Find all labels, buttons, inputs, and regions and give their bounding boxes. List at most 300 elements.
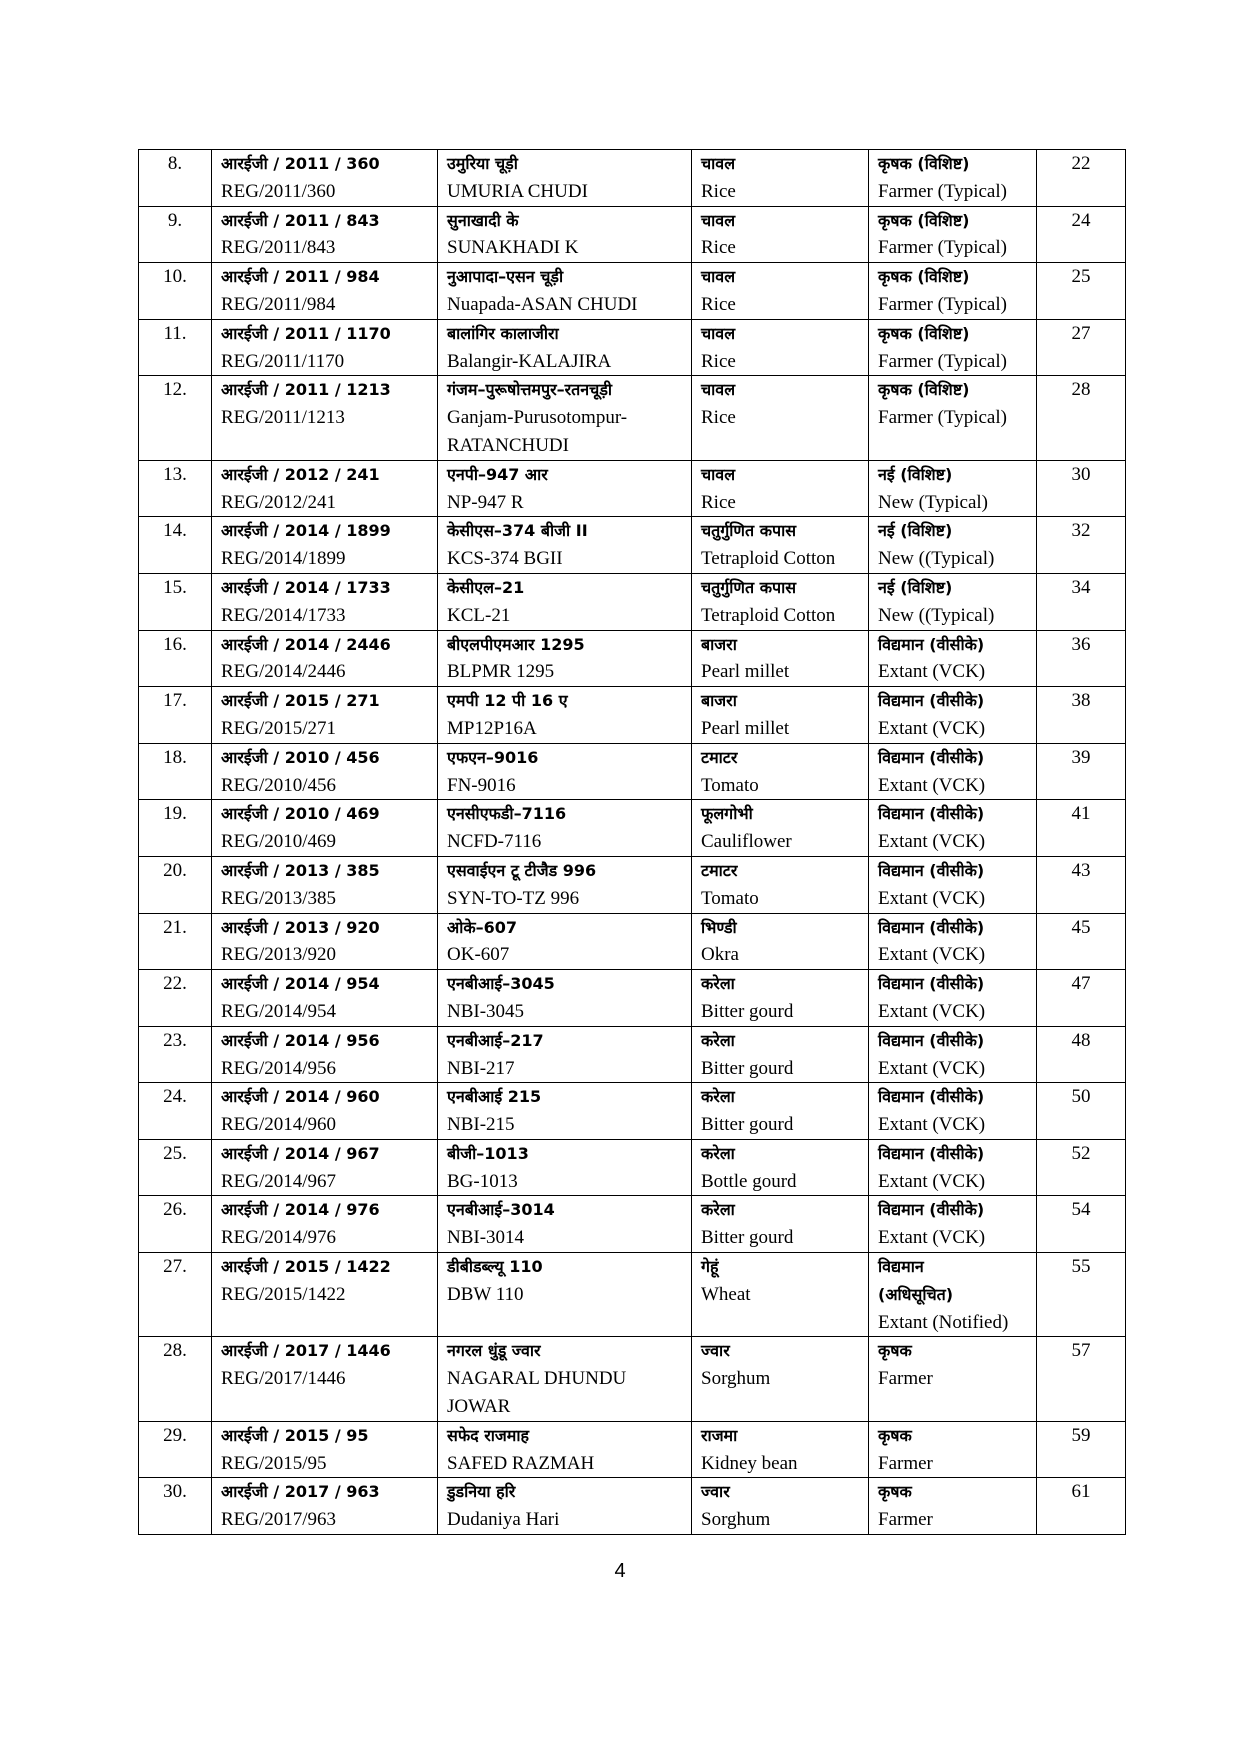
registration-number-cell (212, 1026, 438, 1083)
name-en-text: SUNAKHADI K (447, 237, 579, 259)
table-row (139, 263, 1126, 320)
sno-text: 16. (163, 633, 187, 655)
registration-number-cell (212, 573, 438, 630)
reg-en-text: REG/2017/963 (221, 1509, 337, 1531)
page-text: 38 (1071, 690, 1091, 712)
crop-en-text: Bitter gourd (701, 1000, 794, 1022)
category-cell (869, 970, 1037, 1027)
crop-cell (692, 376, 869, 460)
crop-cell (692, 573, 869, 630)
page-reference-cell (1037, 1478, 1126, 1535)
reg-hi-text: आरईजी / 2014 / 954 (221, 974, 380, 994)
variety-name-cell (438, 1026, 692, 1083)
name-en-text: BLPMR 1295 (447, 661, 555, 683)
serial-number-cell (139, 319, 212, 376)
category-cell (869, 1478, 1037, 1535)
crop-en-text: Bitter gourd (701, 1227, 794, 1249)
reg-hi-text: आरईजी / 2010 / 456 (221, 747, 380, 767)
crop-cell (692, 1478, 869, 1535)
crop-cell (692, 517, 869, 574)
crop-cell (692, 1337, 869, 1421)
page-text: 43 (1071, 859, 1091, 881)
variety-name-cell (438, 1139, 692, 1196)
name-en-text: SAFED RAZMAH (447, 1452, 595, 1474)
registration-number-cell (212, 856, 438, 913)
cat-hi-text: कृषक (विशिष्ट) (878, 267, 970, 287)
serial-number-cell (139, 376, 212, 460)
name-hi-text: एमपी 12 पी 16 ए (447, 691, 568, 711)
reg-en-text: REG/2014/954 (221, 1000, 337, 1022)
reg-en-text: REG/2015/95 (221, 1452, 327, 1474)
name-hi-text: केसीएस–374 बीजी II (447, 521, 588, 541)
registration-number-cell (212, 1196, 438, 1253)
crop-hi-text: ज्वार (701, 1341, 730, 1361)
page-reference-cell (1037, 206, 1126, 263)
serial-number-cell (139, 1478, 212, 1535)
name-hi-text: एफएन–9016 (447, 747, 539, 767)
crop-hi-text: करेला (701, 1143, 735, 1163)
name-hi-text: एनबीआई 215 (447, 1087, 542, 1107)
page-text: 30 (1071, 463, 1091, 485)
name-en-text: OK-607 (447, 944, 510, 966)
cat-hi-text: विद्यमान (वीसीके) (878, 1030, 985, 1050)
name-hi-text: एनपी–947 आर (447, 464, 548, 484)
name-hi-text: बीजी–1013 (447, 1143, 529, 1163)
table-row (139, 1139, 1126, 1196)
table-row (139, 573, 1126, 630)
reg-en-text: REG/2011/843 (221, 237, 336, 259)
name-hi-text: गंजम–पुरूषोत्तमपुर–रतनचूड़ी (447, 380, 613, 400)
cat-hi-text: विद्यमान (वीसीके) (878, 1143, 985, 1163)
cat-hi-text: कृषक (878, 1341, 912, 1361)
cat-hi-text: कृषक (878, 1482, 912, 1502)
crop-en-text: Rice (701, 350, 736, 372)
name-hi-text: बीएलपीएमआर 1295 (447, 634, 585, 654)
crop-cell (692, 206, 869, 263)
crop-cell (692, 460, 869, 517)
table-row (139, 743, 1126, 800)
reg-en-text: REG/2013/920 (221, 944, 337, 966)
page-reference-cell (1037, 913, 1126, 970)
crop-hi-text: ज्वार (701, 1482, 730, 1502)
variety-name-cell (438, 1083, 692, 1140)
page-text: 54 (1071, 1199, 1091, 1221)
crop-cell (692, 1196, 869, 1253)
table-row (139, 1026, 1126, 1083)
sno-text: 18. (163, 746, 187, 768)
sno-text: 9. (167, 209, 183, 231)
crop-cell (692, 1139, 869, 1196)
page-text: 25 (1071, 266, 1091, 288)
variety-name-cell (438, 687, 692, 744)
sno-text: 13. (163, 463, 187, 485)
category-cell (869, 1196, 1037, 1253)
cat-en-text: Farmer (Typical) (878, 180, 1007, 202)
reg-en-text: REG/2011/984 (221, 293, 336, 315)
reg-en-text: REG/2014/2446 (221, 661, 346, 683)
cat-en-text: Extant (VCK) (878, 1170, 986, 1192)
registration-number-cell (212, 517, 438, 574)
registration-number-cell (212, 319, 438, 376)
page-reference-cell (1037, 517, 1126, 574)
cat-hi-text: विद्यमान (वीसीके) (878, 1200, 985, 1220)
page-text: 24 (1071, 209, 1091, 231)
reg-en-text: REG/2011/1170 (221, 350, 345, 372)
crop-en-text: Bitter gourd (701, 1057, 794, 1079)
reg-hi-text: आरईजी / 2014 / 1899 (221, 521, 391, 541)
name-hi-text: ओके–607 (447, 917, 518, 937)
variety-name-cell (438, 800, 692, 857)
crop-hi-text: करेला (701, 1200, 735, 1220)
table-row (139, 1478, 1126, 1535)
reg-en-text: REG/2014/967 (221, 1170, 337, 1192)
serial-number-cell (139, 150, 212, 207)
registration-number-cell (212, 743, 438, 800)
table-row (139, 150, 1126, 207)
reg-hi-text: आरईजी / 2017 / 963 (221, 1482, 380, 1502)
crop-hi-text: चावल (701, 323, 736, 343)
table-body (139, 150, 1126, 1535)
reg-hi-text: आरईजी / 2010 / 469 (221, 804, 380, 824)
registration-number-cell (212, 630, 438, 687)
sno-text: 10. (163, 266, 187, 288)
crop-hi-text: बाजरा (701, 691, 737, 711)
name-hi-text: डुडनिया हरि (447, 1482, 516, 1502)
crop-en-text: Rice (701, 237, 736, 259)
table-row (139, 970, 1126, 1027)
sno-text: 27. (163, 1256, 187, 1278)
crop-cell (692, 743, 869, 800)
variety-name-cell (438, 1478, 692, 1535)
name-en-text: SYN-TO-TZ 996 (447, 887, 580, 909)
page-reference-cell (1037, 263, 1126, 320)
reg-en-text: REG/2013/385 (221, 887, 337, 909)
registration-number-cell (212, 460, 438, 517)
crop-en-text: Pearl millet (701, 661, 790, 683)
crop-en-text: Rice (701, 293, 736, 315)
category-cell (869, 856, 1037, 913)
cat-hi-text: विद्यमान (वीसीके) (878, 747, 985, 767)
sno-text: 15. (163, 576, 187, 598)
name-hi-text: एनबीआई–3014 (447, 1200, 555, 1220)
name-en-text: Balangir-KALAJIRA (447, 350, 612, 372)
table-row (139, 1253, 1126, 1337)
serial-number-cell (139, 1083, 212, 1140)
category-cell (869, 913, 1037, 970)
page-text: 45 (1071, 916, 1091, 938)
crop-en-text: Bitter gourd (701, 1114, 794, 1136)
name-en-text: Ganjam-Purusotompur-RATANCHUDI (447, 407, 628, 456)
category-cell (869, 743, 1037, 800)
page-text: 36 (1071, 633, 1091, 655)
table-row (139, 630, 1126, 687)
name-hi-text: नुआपादा–एसन चूड़ी (447, 267, 564, 287)
name-hi-text: नगरल धुंडू ज्वार (447, 1341, 541, 1361)
reg-en-text: REG/2015/1422 (221, 1283, 346, 1305)
cat-en-text: Extant (VCK) (878, 661, 986, 683)
cat-en-text: Extant (Notified) (878, 1311, 1009, 1333)
name-en-text: NAGARAL DHUNDU JOWAR (447, 1368, 627, 1418)
category-cell (869, 150, 1037, 207)
sno-text: 17. (163, 690, 187, 712)
crop-cell (692, 630, 869, 687)
page-reference-cell (1037, 1253, 1126, 1337)
crop-hi-text: भिण्डी (701, 917, 737, 937)
category-cell (869, 630, 1037, 687)
crop-en-text: Cauliflower (701, 831, 792, 853)
registration-number-cell (212, 376, 438, 460)
serial-number-cell (139, 1253, 212, 1337)
page-text: 41 (1071, 803, 1091, 825)
name-en-text: FN-9016 (447, 774, 516, 796)
name-hi-text: एनसीएफडी–7116 (447, 804, 567, 824)
category-cell (869, 1253, 1037, 1337)
serial-number-cell (139, 970, 212, 1027)
crop-hi-text: चावल (701, 210, 736, 230)
cat-hi-text: नई (विशिष्ट) (878, 464, 953, 484)
reg-hi-text: आरईजी / 2014 / 2446 (221, 634, 391, 654)
name-en-text: NBI-3045 (447, 1000, 525, 1022)
table-row (139, 687, 1126, 744)
page-reference-cell (1037, 800, 1126, 857)
sno-text: 14. (163, 520, 187, 542)
cat-en-text: Extant (VCK) (878, 1227, 986, 1249)
registration-number-cell (212, 150, 438, 207)
reg-hi-text: आरईजी / 2014 / 1733 (221, 577, 391, 597)
registration-number-cell (212, 206, 438, 263)
page-text: 57 (1071, 1340, 1091, 1362)
crop-hi-text: चतुर्गुणित कपास (701, 521, 797, 541)
cat-en-text: New (Typical) (878, 491, 988, 513)
reg-en-text: REG/2014/1899 (221, 548, 346, 570)
variety-name-cell (438, 856, 692, 913)
table-row (139, 856, 1126, 913)
cat-hi-text: विद्यमान (वीसीके) (878, 691, 985, 711)
category-cell (869, 376, 1037, 460)
crop-cell (692, 1421, 869, 1478)
crop-en-text: Okra (701, 944, 739, 966)
cat-hi-text: विद्यमान (वीसीके) (878, 860, 985, 880)
crop-cell (692, 1253, 869, 1337)
table-row (139, 517, 1126, 574)
serial-number-cell (139, 913, 212, 970)
serial-number-cell (139, 1421, 212, 1478)
sno-text: 26. (163, 1199, 187, 1221)
reg-en-text: REG/2015/271 (221, 717, 337, 739)
crop-en-text: Pearl millet (701, 717, 790, 739)
variety-name-cell (438, 319, 692, 376)
crop-en-text: Rice (701, 407, 736, 429)
crop-hi-text: चावल (701, 464, 736, 484)
cat-en-text: Extant (VCK) (878, 1114, 986, 1136)
crop-en-text: Tomato (701, 774, 759, 796)
page-reference-cell (1037, 1026, 1126, 1083)
table-row (139, 319, 1126, 376)
sno-text: 29. (163, 1424, 187, 1446)
category-cell (869, 687, 1037, 744)
reg-hi-text: आरईजी / 2012 / 241 (221, 464, 380, 484)
crop-hi-text: करेला (701, 1087, 735, 1107)
registration-number-cell (212, 687, 438, 744)
cat-en-text: Extant (VCK) (878, 1000, 986, 1022)
sno-text: 23. (163, 1029, 187, 1051)
registration-number-cell (212, 800, 438, 857)
registration-number-cell (212, 1253, 438, 1337)
cat-en-text: Farmer (Typical) (878, 293, 1007, 315)
name-hi-text: उमुरिया चूड़ी (447, 154, 518, 173)
sno-text: 11. (163, 322, 187, 344)
reg-hi-text: आरईजी / 2011 / 360 (221, 154, 380, 173)
cat-en-text: New ((Typical) (878, 548, 995, 570)
page-text: 39 (1071, 746, 1091, 768)
page-number: 4 (614, 1560, 626, 1582)
variety-name-cell (438, 460, 692, 517)
page-reference-cell (1037, 1196, 1126, 1253)
registration-number-cell (212, 1139, 438, 1196)
crop-en-text: Sorghum (701, 1509, 771, 1531)
variety-name-cell (438, 630, 692, 687)
cat-en-text: Farmer (Typical) (878, 350, 1007, 372)
cat-en-text: Farmer (878, 1368, 933, 1390)
page-reference-cell (1037, 376, 1126, 460)
page-text: 27 (1071, 322, 1091, 344)
reg-hi-text: आरईजी / 2011 / 843 (221, 210, 380, 230)
sno-text: 21. (163, 916, 187, 938)
crop-en-text: Bottle gourd (701, 1170, 797, 1192)
crop-cell (692, 800, 869, 857)
variety-name-cell (438, 970, 692, 1027)
page-reference-cell (1037, 573, 1126, 630)
cat-hi-text: नई (विशिष्ट) (878, 577, 953, 597)
cat-hi-text: विद्यमान (वीसीके) (878, 1087, 985, 1107)
crop-hi-text: करेला (701, 1030, 735, 1050)
cat-hi-text: कृषक (878, 1425, 912, 1445)
page-reference-cell (1037, 970, 1126, 1027)
variety-name-cell (438, 913, 692, 970)
cat-hi-text: विद्यमान (अधिसूचित) (878, 1257, 954, 1304)
crop-hi-text: फूलगोभी (701, 804, 753, 824)
reg-hi-text: आरईजी / 2014 / 967 (221, 1143, 380, 1163)
crop-cell (692, 856, 869, 913)
name-en-text: UMURIA CHUDI (447, 180, 588, 202)
cat-hi-text: कृषक (विशिष्ट) (878, 154, 970, 173)
reg-en-text: REG/2014/976 (221, 1227, 337, 1249)
sno-text: 22. (163, 973, 187, 995)
variety-name-cell (438, 206, 692, 263)
sno-text: 8. (167, 153, 183, 174)
page-text: 32 (1071, 520, 1091, 542)
category-cell (869, 800, 1037, 857)
serial-number-cell (139, 517, 212, 574)
variety-name-cell (438, 1196, 692, 1253)
name-en-text: NCFD-7116 (447, 831, 542, 853)
category-cell (869, 460, 1037, 517)
cat-hi-text: विद्यमान (वीसीके) (878, 634, 985, 654)
reg-hi-text: आरईजी / 2015 / 95 (221, 1425, 369, 1445)
category-cell (869, 319, 1037, 376)
variety-name-cell (438, 517, 692, 574)
variety-name-cell (438, 150, 692, 207)
serial-number-cell (139, 800, 212, 857)
page-reference-cell (1037, 743, 1126, 800)
reg-hi-text: आरईजी / 2014 / 960 (221, 1087, 380, 1107)
name-en-text: DBW 110 (447, 1283, 524, 1305)
table-row (139, 206, 1126, 263)
page-text: 28 (1071, 379, 1091, 401)
page-text: 34 (1071, 576, 1091, 598)
category-cell (869, 1026, 1037, 1083)
variety-name-cell (438, 573, 692, 630)
reg-hi-text: आरईजी / 2014 / 976 (221, 1200, 380, 1220)
crop-en-text: Kidney bean (701, 1452, 798, 1474)
crop-hi-text: चावल (701, 380, 736, 400)
page-reference-cell (1037, 1337, 1126, 1421)
crop-hi-text: करेला (701, 974, 735, 994)
reg-hi-text: आरईजी / 2011 / 1213 (221, 380, 391, 400)
reg-en-text: REG/2017/1446 (221, 1368, 346, 1390)
sno-text: 20. (163, 859, 187, 881)
name-hi-text: एनबीआई–3045 (447, 974, 555, 994)
name-en-text: NBI-3014 (447, 1227, 525, 1249)
cat-hi-text: नई (विशिष्ट) (878, 521, 953, 541)
cat-en-text: Extant (VCK) (878, 774, 986, 796)
serial-number-cell (139, 1196, 212, 1253)
crop-hi-text: चावल (701, 267, 736, 287)
page-reference-cell (1037, 1083, 1126, 1140)
registration-number-cell (212, 1478, 438, 1535)
page-text: 55 (1071, 1256, 1091, 1278)
name-en-text: KCL-21 (447, 604, 511, 626)
registration-number-cell (212, 1337, 438, 1421)
cat-hi-text: विद्यमान (वीसीके) (878, 917, 985, 937)
page-text: 22 (1071, 153, 1091, 174)
crop-en-text: Sorghum (701, 1368, 771, 1390)
sno-text: 24. (163, 1086, 187, 1108)
variety-name-cell (438, 1421, 692, 1478)
page-text: 61 (1071, 1481, 1091, 1503)
crop-hi-text: टमाटर (701, 747, 738, 767)
registration-number-cell (212, 913, 438, 970)
crop-cell (692, 970, 869, 1027)
variety-name-cell (438, 263, 692, 320)
cat-hi-text: कृषक (विशिष्ट) (878, 210, 970, 230)
page-reference-cell (1037, 319, 1126, 376)
reg-en-text: REG/2010/469 (221, 831, 337, 853)
sno-text: 25. (163, 1142, 187, 1164)
crop-hi-text: राजमा (701, 1425, 738, 1445)
name-en-text: NBI-215 (447, 1114, 515, 1136)
table-row (139, 800, 1126, 857)
crop-cell (692, 319, 869, 376)
cat-hi-text: कृषक (विशिष्ट) (878, 380, 970, 400)
crop-cell (692, 1083, 869, 1140)
category-cell (869, 206, 1037, 263)
serial-number-cell (139, 1026, 212, 1083)
table-row (139, 1421, 1126, 1478)
serial-number-cell (139, 856, 212, 913)
variety-name-cell (438, 376, 692, 460)
page-text: 48 (1071, 1029, 1091, 1051)
reg-hi-text: आरईजी / 2015 / 271 (221, 691, 380, 711)
serial-number-cell (139, 630, 212, 687)
reg-en-text: REG/2014/1733 (221, 604, 346, 626)
reg-en-text: REG/2012/241 (221, 491, 337, 513)
variety-name-cell (438, 1253, 692, 1337)
registration-number-cell (212, 1421, 438, 1478)
crop-en-text: Wheat (701, 1283, 751, 1305)
sno-text: 19. (163, 803, 187, 825)
reg-hi-text: आरईजी / 2015 / 1422 (221, 1257, 391, 1277)
